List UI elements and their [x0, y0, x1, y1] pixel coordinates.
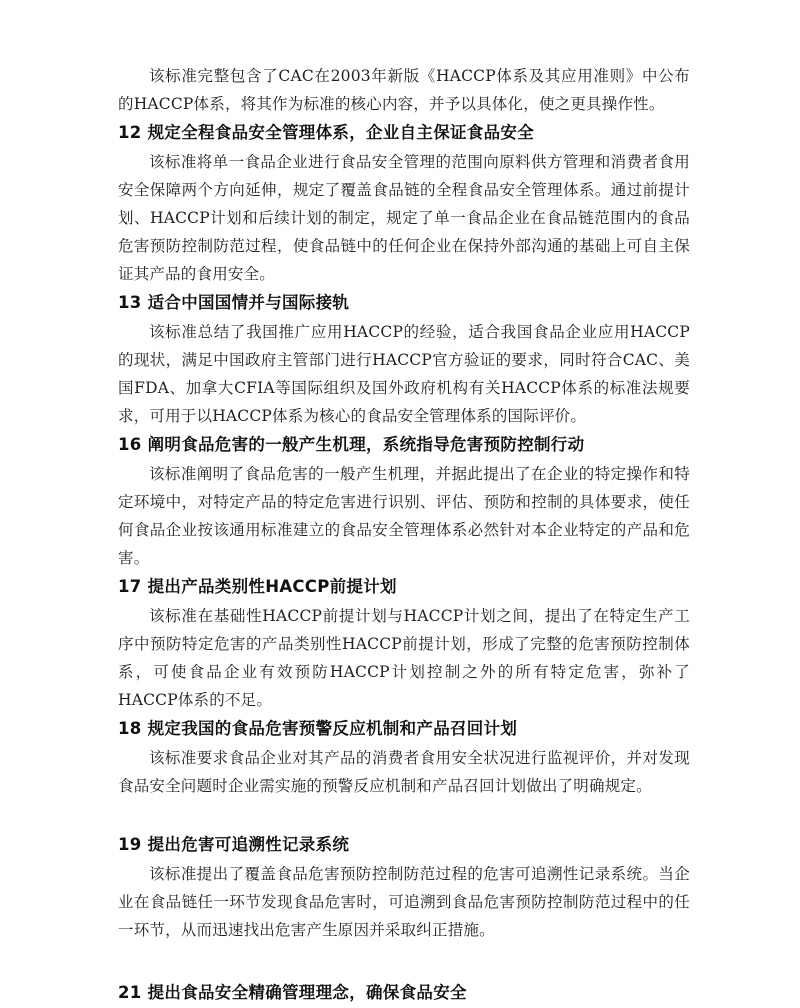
spacer — [118, 944, 690, 978]
paragraph-19: 该标准提出了覆盖食品危害预防控制防范过程的危害可追溯性记录系统。当企业在食品链任一环节发现食品危害时，可追溯到食品危害预防控制防范过程中的任一环节，从而迅速找出危害产生原因并采取纠正措施。 — [118, 865, 690, 939]
section-heading-13: 13 适合中国国情并与国际接轨 — [118, 293, 350, 312]
spacer — [118, 800, 690, 830]
paragraph-12: 该标准将单一食品企业进行食品安全管理的范围向原料供方管理和消费者食用安全保障两个方向延伸，规定了覆盖食品链的全程食品安全管理体系。通过前提计划、HACCP计划和后续计划的制定，规定了单一食品企业在食品链范围内的食品危害预防控制防范过程，使食品链中的任何企业在保持外部沟通的基础上可自主保证其产品的食用安全。 — [118, 153, 690, 283]
section-heading-19: 19 提出危害可追溯性记录系统 — [118, 835, 350, 854]
section-heading-21: 21 提出食品安全精确管理理念，确保食品安全 — [118, 983, 467, 1002]
paragraph-18: 该标准要求食品企业对其产品的消费者食用安全状况进行监视评价，并对发现食品安全问题时企业需实施的预警反应机制和产品召回计划做出了明确规定。 — [118, 749, 690, 795]
section-heading-12: 12 规定全程食品安全管理体系，企业自主保证食品安全 — [118, 123, 535, 142]
paragraph-intro: 该标准完整包含了CAC在2003年新版《HACCP体系及其应用准则》中公布的HACCP体系，将其作为标准的核心内容，并予以具体化，使之更具操作性。 — [118, 67, 690, 113]
section-heading-18: 18 规定我国的食品危害预警反应机制和产品召回计划 — [118, 719, 518, 738]
section-heading-16: 16 阐明食品危害的一般产生机理，系统指导危害预防控制行动 — [118, 435, 585, 454]
paragraph-16: 该标准阐明了食品危害的一般产生机理，并据此提出了在企业的特定操作和特定环境中，对特定产品的特定危害进行识别、评估、预防和控制的具体要求，使任何食品企业按该通用标准建立的食品安全管理体系必然针对本企业特定的产品和危害。 — [118, 465, 690, 567]
paragraph-13: 该标准总结了我国推广应用HACCP的经验，适合我国食品企业应用HACCP的现状，满足中国政府主管部门进行HACCP官方验证的要求，同时符合CAC、美国FDA、加拿大CFIA等国际组织及国外政府机构有关HACCP体系的标准法规要求，可用于以HACCP体系为核心的食品安全管理体系的国际评价。 — [118, 323, 690, 425]
paragraph-17: 该标准在基础性HACCP前提计划与HACCP计划之间，提出了在特定生产工序中预防特定危害的产品类别性HACCP前提计划，形成了完整的危害预防控制体系，可使食品企业有效预防HACCP计划控制之外的所有特定危害，弥补了HACCP体系的不足。 — [118, 607, 690, 709]
section-heading-17: 17 提出产品类别性HACCP前提计划 — [118, 577, 397, 596]
document-page — [118, 62, 690, 1008]
